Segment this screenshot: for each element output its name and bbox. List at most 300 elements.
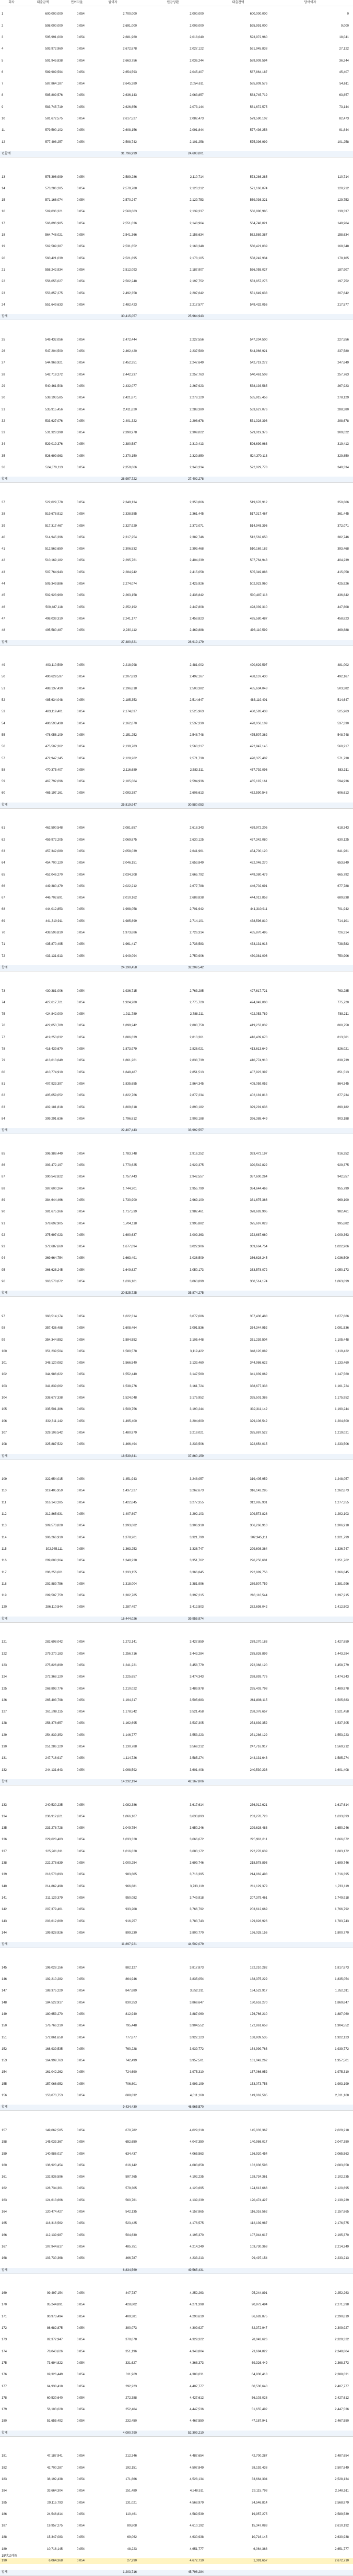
cell-loan-amount: 265,403,798 bbox=[45, 1698, 63, 1702]
cell-period: 169 bbox=[2, 2292, 7, 2295]
cell-period: 154 bbox=[2, 2071, 7, 2074]
cell-balance: 82,372,947 bbox=[251, 2327, 267, 2330]
cell-period: 113 bbox=[2, 1524, 7, 1528]
cell-extra-interest: 1,835,054 bbox=[335, 1978, 349, 1981]
cell-rate: 0.054 bbox=[76, 1024, 85, 1028]
cell-principal: 2,763,285 bbox=[190, 989, 204, 993]
cell-period: 72 bbox=[2, 954, 5, 958]
cell-period: 21 bbox=[2, 268, 5, 272]
cell-period: 4 bbox=[2, 47, 4, 51]
subtotal-period: 합계 bbox=[2, 1943, 8, 1947]
cell-monthly-interest: 2,174,037 bbox=[123, 710, 137, 714]
cell-period: 128 bbox=[2, 1722, 7, 1726]
cell-principal: 2,469,888 bbox=[190, 629, 204, 633]
cell-principal: 2,630,125 bbox=[190, 838, 204, 842]
cell-rate: 0.054 bbox=[76, 1315, 85, 1318]
table-row bbox=[0, 558, 353, 564]
subtotal-monthly-interest: 11,897,921 bbox=[121, 1943, 137, 1947]
table-row bbox=[0, 1477, 353, 1483]
cell-balance: 188,375,229 bbox=[250, 1978, 267, 1981]
subtotal-loan-amount bbox=[23, 1454, 63, 1460]
table-row bbox=[0, 1861, 353, 1866]
cell-principal: 4,157,865 bbox=[190, 2210, 204, 2214]
cell-principal: 2,788,211 bbox=[190, 1013, 204, 1016]
cell-balance: 10,716,145 bbox=[251, 2536, 267, 2539]
cell-principal: 2,073,144 bbox=[190, 105, 204, 109]
cell-rate: 0.054 bbox=[76, 536, 85, 539]
cell-period: 84 bbox=[2, 1117, 5, 1121]
cell-rate: 0.054 bbox=[76, 2408, 85, 2412]
cell-balance: 558,242,934 bbox=[250, 257, 267, 260]
table-row bbox=[0, 279, 353, 285]
cell-extra-interest: 2,214,249 bbox=[335, 2245, 349, 2249]
cell-rate: 0.054 bbox=[76, 1001, 85, 1004]
cell-period: 26 bbox=[2, 350, 5, 353]
cell-monthly-interest: 560,761 bbox=[125, 2198, 137, 2202]
cell-extra-interest: 929,375 bbox=[337, 1164, 349, 1167]
cell-loan-amount: 15,347,083 bbox=[46, 2536, 63, 2539]
cell-balance: 526,699,963 bbox=[250, 443, 267, 446]
cell-monthly-interest: 1,225,657 bbox=[123, 1675, 137, 1679]
subtotal-balance bbox=[209, 2105, 267, 2110]
cell-monthly-interest: 2,390,978 bbox=[123, 431, 137, 435]
subtotal-period: 합계 bbox=[2, 803, 8, 807]
cell-balance: 498,039,310 bbox=[250, 605, 267, 609]
cell-monthly-interest: 652,650 bbox=[125, 2141, 137, 2144]
cell-balance: 357,436,488 bbox=[250, 1315, 267, 1318]
cell-extra-interest: 1,939,772 bbox=[335, 2047, 349, 2051]
cell-extra-interest: 101,258 bbox=[337, 140, 349, 144]
cell-period: 103 bbox=[2, 1384, 7, 1388]
cell-principal: 3,817,873 bbox=[190, 1966, 204, 1970]
cell-period: 74 bbox=[2, 1001, 5, 1004]
cell-rate: 0.054 bbox=[76, 1594, 85, 1598]
cell-principal: 2,187,907 bbox=[190, 268, 204, 272]
cell-extra-interest: 237,580 bbox=[337, 350, 349, 353]
cell-rate: 0.054 bbox=[76, 13, 85, 16]
cell-rate: 0.054 bbox=[76, 1675, 85, 1679]
cell-balance: 316,143,285 bbox=[250, 1489, 267, 1493]
cell-principal: 2,257,763 bbox=[190, 373, 204, 376]
cell-rate: 0.054 bbox=[76, 1164, 85, 1167]
cell-rate: 0.054 bbox=[76, 1710, 85, 1714]
cell-extra-interest: 247,649 bbox=[337, 361, 349, 365]
cell-principal: 3,204,600 bbox=[190, 1419, 204, 1423]
cell-extra-interest: 148,964 bbox=[337, 222, 349, 225]
cell-period: 153 bbox=[2, 2059, 7, 2063]
cell-period: 10 bbox=[2, 117, 5, 120]
cell-balance: 585,809,576 bbox=[250, 82, 267, 86]
cell-loan-amount: 522,029,778 bbox=[45, 501, 63, 504]
cell-period: 126 bbox=[2, 1698, 7, 1702]
cell-rate: 0.054 bbox=[76, 2338, 85, 2342]
cell-period: 166 bbox=[2, 2233, 7, 2237]
cell-extra-interest: 851,513 bbox=[337, 1071, 349, 1074]
cell-loan-amount: 236,912,621 bbox=[45, 1815, 63, 1818]
subtotal-monthly-interest: 28,997,722 bbox=[121, 478, 137, 481]
table-row bbox=[0, 244, 353, 250]
cell-balance: 577,498,258 bbox=[250, 129, 267, 132]
cell-extra-interest: 447,808 bbox=[337, 605, 349, 609]
cell-principal: 4,672,710 bbox=[190, 2559, 204, 2562]
cell-period: 46 bbox=[2, 605, 5, 609]
cell-extra-interest: 750,906 bbox=[337, 954, 349, 958]
table-row bbox=[0, 1674, 353, 1680]
cell-rate: 0.054 bbox=[76, 373, 85, 376]
cell-monthly-interest: 1,580,578 bbox=[123, 1350, 137, 1353]
cell-principal: 4,447,536 bbox=[190, 2408, 204, 2412]
cell-extra-interest: 1,699,746 bbox=[335, 1862, 349, 1865]
cell-balance: 444,012,853 bbox=[250, 896, 267, 900]
cell-monthly-interest: 2,531,652 bbox=[123, 245, 137, 249]
cell-monthly-interest: 760,228 bbox=[125, 2047, 137, 2051]
cell-extra-interest: 1,650,246 bbox=[335, 1827, 349, 1830]
table-row bbox=[0, 395, 353, 401]
cell-balance: 381,675,366 bbox=[250, 1198, 267, 1202]
table-row bbox=[0, 2093, 353, 2099]
cell-rate: 0.054 bbox=[76, 2047, 85, 2051]
cell-extra-interest: 207,642 bbox=[337, 291, 349, 295]
table-row bbox=[0, 1163, 353, 1169]
cell-rate: 0.054 bbox=[76, 1606, 85, 1609]
cell-loan-amount: 547,204,500 bbox=[45, 350, 63, 353]
cell-extra-interest: 309,022 bbox=[337, 431, 349, 435]
cell-balance: 116,316,562 bbox=[250, 2210, 267, 2214]
cell-monthly-interest: 2,502,248 bbox=[123, 280, 137, 284]
cell-period: 14 bbox=[2, 187, 5, 190]
cell-principal: 3,161,724 bbox=[190, 1384, 204, 1388]
cell-loan-amount: 551,649,633 bbox=[45, 303, 63, 307]
cell-loan-amount: 56,103,028 bbox=[46, 2408, 63, 2412]
cell-balance: 211,129,379 bbox=[250, 1885, 267, 1888]
cell-period: 145 bbox=[2, 1966, 7, 1970]
cell-rate: 0.054 bbox=[76, 1478, 85, 1481]
cell-loan-amount: 366,628,245 bbox=[45, 1268, 63, 1272]
cell-principal: 4,348,804 bbox=[190, 2350, 204, 2353]
cell-extra-interest: 469,888 bbox=[337, 629, 349, 633]
table-row bbox=[0, 1395, 353, 1401]
cell-period: 142 bbox=[2, 1908, 7, 1912]
subtotal-extra-interest bbox=[272, 965, 349, 971]
cell-period: 18 bbox=[2, 234, 5, 237]
cell-monthly-interest: 1,663,491 bbox=[123, 1257, 137, 1260]
cell-principal: 4,065,563 bbox=[190, 2152, 204, 2156]
cell-monthly-interest: 331,627 bbox=[125, 2361, 137, 2365]
subtotal-period: 합계 bbox=[2, 2106, 8, 2109]
cell-loan-amount: 438,596,810 bbox=[45, 931, 63, 934]
cell-rate: 0.054 bbox=[76, 187, 85, 190]
table-row bbox=[0, 756, 353, 762]
subtotal-rate bbox=[69, 2570, 85, 2575]
cell-period: 179 bbox=[2, 2408, 7, 2412]
cell-extra-interest: 1,022,906 bbox=[335, 1245, 349, 1249]
cell-monthly-interest: 724,690 bbox=[125, 2071, 137, 2074]
footer-term: 15년10개월 bbox=[2, 2555, 18, 2558]
table-row bbox=[0, 465, 353, 471]
cell-loan-amount: 10,716,145 bbox=[46, 2547, 63, 2551]
cell-period: 173 bbox=[2, 2338, 7, 2342]
cell-balance: 233,278,728 bbox=[250, 1815, 267, 1818]
cell-balance: 422,053,789 bbox=[250, 1013, 267, 1016]
cell-balance: 465,197,161 bbox=[250, 780, 267, 784]
cell-rate: 0.054 bbox=[76, 2082, 85, 2086]
cell-principal: 2,775,720 bbox=[190, 1001, 204, 1004]
cell-loan-amount: 161,042,262 bbox=[45, 2071, 63, 2074]
cell-extra-interest: 2,487,654 bbox=[335, 2455, 349, 2458]
cell-loan-amount: 512,562,650 bbox=[45, 548, 63, 551]
cell-loan-amount: 302,945,111 bbox=[45, 1547, 63, 1551]
cell-balance: 73,694,822 bbox=[251, 2350, 267, 2353]
cell-rate: 0.054 bbox=[76, 1489, 85, 1493]
cell-loan-amount: 526,699,963 bbox=[45, 454, 63, 458]
cell-balance: 292,889,756 bbox=[250, 1571, 267, 1574]
cell-rate: 0.054 bbox=[76, 873, 85, 877]
table-row bbox=[0, 291, 353, 297]
table-row bbox=[0, 1093, 353, 1099]
cell-monthly-interest: 1,287,497 bbox=[123, 1606, 137, 1609]
subtotal-balance bbox=[209, 1942, 267, 1948]
cell-monthly-interest: 1,162,695 bbox=[123, 1722, 137, 1726]
cell-extra-interest: 1,666,672 bbox=[335, 1838, 349, 1842]
subtotal-period: 합계 bbox=[2, 1780, 8, 1783]
cell-extra-interest: 393,468 bbox=[337, 548, 349, 551]
cell-balance: 172,861,658 bbox=[250, 2024, 267, 2028]
cell-rate: 0.054 bbox=[76, 1071, 85, 1074]
cell-rate: 0.054 bbox=[76, 1350, 85, 1353]
cell-monthly-interest: 2,636,143 bbox=[123, 94, 137, 98]
cell-rate: 0.054 bbox=[76, 1396, 85, 1400]
cell-rate: 0.054 bbox=[76, 849, 85, 853]
cell-monthly-interest: 2,452,351 bbox=[123, 361, 137, 365]
table-row bbox=[0, 1407, 353, 1413]
cell-extra-interest: 2,290,619 bbox=[335, 2315, 349, 2318]
subtotal-extra-interest bbox=[272, 1291, 349, 1296]
cell-rate: 0.054 bbox=[76, 431, 85, 435]
cell-monthly-interest: 2,560,663 bbox=[123, 210, 137, 214]
cell-loan-amount: 372,687,660 bbox=[45, 1245, 63, 1249]
cell-balance: 225,961,811 bbox=[250, 1838, 267, 1842]
cell-extra-interest: 1,458,779 bbox=[335, 1663, 349, 1667]
cell-principal: 3,050,173 bbox=[190, 1268, 204, 1272]
table-row bbox=[0, 1221, 353, 1227]
cell-rate: 0.054 bbox=[76, 710, 85, 714]
cell-principal: 3,617,614 bbox=[190, 1803, 204, 1807]
cell-extra-interest: 503,382 bbox=[337, 687, 349, 690]
cell-monthly-interest: 2,058,039 bbox=[123, 849, 137, 853]
cell-principal: 2,826,021 bbox=[190, 1048, 204, 1051]
cell-balance: 519,678,912 bbox=[250, 501, 267, 504]
cell-extra-interest: 415,058 bbox=[337, 570, 349, 574]
cell-loan-amount: 172,861,658 bbox=[45, 2036, 63, 2039]
cell-balance: 164,999,763 bbox=[250, 2047, 267, 2051]
cell-period: 108 bbox=[2, 1443, 7, 1447]
cell-period: 12 bbox=[2, 140, 5, 144]
cell-rate: 0.054 bbox=[76, 943, 85, 946]
cell-rate: 0.054 bbox=[76, 1663, 85, 1667]
cell-rate: 0.054 bbox=[76, 2245, 85, 2249]
cell-rate: 0.054 bbox=[76, 2547, 85, 2551]
cell-monthly-interest: 1,809,818 bbox=[123, 1105, 137, 1109]
cell-period: 89 bbox=[2, 1198, 5, 1202]
cell-balance: 192,210,282 bbox=[250, 1966, 267, 1970]
cell-period: 54 bbox=[2, 722, 5, 725]
cell-extra-interest: 594,936 bbox=[337, 780, 349, 784]
cell-rate: 0.054 bbox=[76, 1187, 85, 1190]
cell-balance: 593,972,960 bbox=[250, 35, 267, 39]
table-row bbox=[0, 140, 353, 145]
cell-principal: 3,749,918 bbox=[190, 1896, 204, 1900]
cell-loan-amount: 462,590,548 bbox=[45, 827, 63, 830]
cell-extra-interest: 2,083,858 bbox=[335, 2164, 349, 2167]
cell-loan-amount: 78,043,626 bbox=[46, 2350, 63, 2353]
cell-extra-interest: 2,271,398 bbox=[335, 2303, 349, 2307]
cell-extra-interest: 110,714 bbox=[337, 175, 349, 179]
cell-period: 186 bbox=[2, 2512, 7, 2516]
table-row bbox=[0, 674, 353, 680]
cell-loan-amount: 384,644,466 bbox=[45, 1198, 63, 1202]
table-row bbox=[0, 221, 353, 227]
table-row bbox=[0, 93, 353, 99]
table-row bbox=[0, 2407, 353, 2413]
cell-extra-interest: 63,857 bbox=[339, 94, 349, 98]
cell-rate: 0.054 bbox=[76, 1280, 85, 1283]
cell-loan-amount: 485,634,048 bbox=[45, 699, 63, 702]
cell-balance: 338,677,338 bbox=[250, 1384, 267, 1388]
cell-principal: 3,683,172 bbox=[190, 1850, 204, 1853]
cell-balance: 452,046,270 bbox=[250, 861, 267, 865]
cell-loan-amount: 585,809,576 bbox=[45, 94, 63, 98]
cell-extra-interest: 2,407,777 bbox=[335, 2385, 349, 2388]
cell-balance: 289,507,759 bbox=[250, 1582, 267, 1586]
cell-extra-interest: 2,065,563 bbox=[335, 2152, 349, 2156]
cell-monthly-interest: 2,462,420 bbox=[123, 350, 137, 353]
cell-period: 5 bbox=[2, 59, 4, 63]
cell-monthly-interest: 864,946 bbox=[125, 1978, 137, 1981]
table-row bbox=[0, 1639, 353, 1645]
cell-balance: 286,110,544 bbox=[250, 1594, 267, 1598]
cell-rate: 0.054 bbox=[76, 1373, 85, 1377]
cell-rate: 0.054 bbox=[76, 861, 85, 865]
cell-rate: 0.054 bbox=[76, 1222, 85, 1225]
cell-monthly-interest: 466,787 bbox=[125, 2257, 137, 2261]
cell-principal: 4,083,858 bbox=[190, 2164, 204, 2167]
cell-period: 111 bbox=[2, 1501, 7, 1504]
cell-loan-amount: 470,375,407 bbox=[45, 768, 63, 772]
cell-loan-amount: 519,678,912 bbox=[45, 513, 63, 516]
subtotal-row bbox=[0, 2431, 353, 2437]
cell-balance: 600,000,000 bbox=[250, 13, 267, 16]
cell-balance: 595,991,000 bbox=[250, 24, 267, 28]
cell-balance: 573,286,285 bbox=[250, 175, 267, 179]
table-row bbox=[0, 1547, 353, 1552]
cell-principal: 2,425,926 bbox=[190, 582, 204, 586]
cell-period: 58 bbox=[2, 768, 5, 772]
cell-principal: 4,102,235 bbox=[190, 2176, 204, 2179]
cell-principal: 2,701,942 bbox=[190, 908, 204, 912]
cell-balance: 222,278,639 bbox=[250, 1850, 267, 1853]
cell-period: 62 bbox=[2, 838, 5, 842]
cell-monthly-interest: 2,579,788 bbox=[123, 187, 137, 190]
subtotal-principal: 52,309,210 bbox=[187, 2431, 204, 2435]
table-row bbox=[0, 884, 353, 890]
cell-monthly-interest: 1,378,201 bbox=[123, 1536, 137, 1539]
cell-period: 176 bbox=[2, 2373, 7, 2377]
cell-loan-amount: 275,826,899 bbox=[45, 1663, 63, 1667]
cell-extra-interest: 1,904,552 bbox=[335, 2024, 349, 2028]
cell-monthly-interest: 370,678 bbox=[125, 2338, 137, 2342]
cell-balance: 240,530,236 bbox=[250, 1768, 267, 1772]
cell-balance: 402,181,818 bbox=[250, 1094, 267, 1098]
table-row bbox=[0, 1070, 353, 1076]
cell-principal: 2,197,752 bbox=[190, 280, 204, 284]
cell-principal: 4,388,031 bbox=[190, 2373, 204, 2377]
subtotal-loan-amount bbox=[23, 314, 63, 320]
cell-monthly-interest: 1,318,004 bbox=[123, 1582, 137, 1586]
cell-monthly-interest: 192,151 bbox=[125, 2466, 137, 2470]
cell-principal: 2,714,101 bbox=[190, 919, 204, 923]
table-row bbox=[0, 198, 353, 203]
cell-monthly-interest: 1,744,201 bbox=[123, 1187, 137, 1190]
cell-period: 47 bbox=[2, 617, 5, 621]
cell-period: 161 bbox=[2, 2176, 7, 2179]
cell-extra-interest: 1,817,873 bbox=[335, 1966, 349, 1970]
cell-period: 61 bbox=[2, 827, 5, 830]
cell-extra-interest: 2,548,511 bbox=[335, 2489, 349, 2493]
cell-period: 143 bbox=[2, 1919, 7, 1923]
cell-loan-amount: 510,169,182 bbox=[45, 559, 63, 563]
cell-period: 167 bbox=[2, 2245, 7, 2249]
cell-period: 156 bbox=[2, 2094, 7, 2097]
subtotal-rate bbox=[69, 1779, 85, 1785]
cell-extra-interest: 982,461 bbox=[337, 1210, 349, 1214]
cell-principal: 2,110,714 bbox=[190, 175, 204, 179]
table-row bbox=[0, 1105, 353, 1111]
cell-period: 39 bbox=[2, 524, 5, 528]
cell-extra-interest: 1,633,893 bbox=[335, 1815, 349, 1818]
cell-period: 180 bbox=[2, 2420, 7, 2423]
cell-principal: 2,583,311 bbox=[190, 768, 204, 772]
cell-loan-amount: 566,896,985 bbox=[45, 222, 63, 225]
cell-loan-amount: 495,580,487 bbox=[45, 629, 63, 633]
cell-rate: 0.054 bbox=[76, 408, 85, 411]
cell-principal: 2,415,058 bbox=[190, 570, 204, 574]
cell-period: 133 bbox=[2, 1803, 7, 1807]
cell-extra-interest: 2,528,134 bbox=[335, 2477, 349, 2481]
cell-extra-interest: 916,252 bbox=[337, 1152, 349, 1156]
cell-monthly-interest: 1,495,400 bbox=[123, 1419, 137, 1423]
cell-balance: 430,381,006 bbox=[250, 954, 267, 958]
cell-monthly-interest: 27,290 bbox=[127, 2559, 137, 2562]
cell-period: 190 bbox=[2, 2559, 7, 2562]
cell-principal: 2,571,738 bbox=[190, 757, 204, 760]
cell-monthly-interest: 2,093,387 bbox=[123, 792, 137, 795]
cell-rate: 0.054 bbox=[76, 1082, 85, 1086]
cell-period: 8 bbox=[2, 94, 4, 98]
table-row bbox=[0, 860, 353, 866]
subtotal-period: 합계 bbox=[2, 478, 8, 481]
subtotal-period: 합계 bbox=[2, 1129, 8, 1133]
cell-loan-amount: 99,497,154 bbox=[46, 2292, 63, 2295]
subtotal-rate bbox=[69, 965, 85, 971]
cell-loan-amount: 405,059,052 bbox=[45, 1094, 63, 1098]
cell-loan-amount: 199,828,926 bbox=[45, 1931, 63, 1935]
cell-principal: 2,982,461 bbox=[190, 1210, 204, 1214]
cell-rate: 0.054 bbox=[76, 396, 85, 400]
cell-extra-interest: 1,569,212 bbox=[335, 1745, 349, 1748]
cell-extra-interest: 2,252,263 bbox=[335, 2292, 349, 2295]
cell-loan-amount: 47,187,941 bbox=[46, 2455, 63, 2458]
cell-principal: 3,835,054 bbox=[190, 1978, 204, 1981]
